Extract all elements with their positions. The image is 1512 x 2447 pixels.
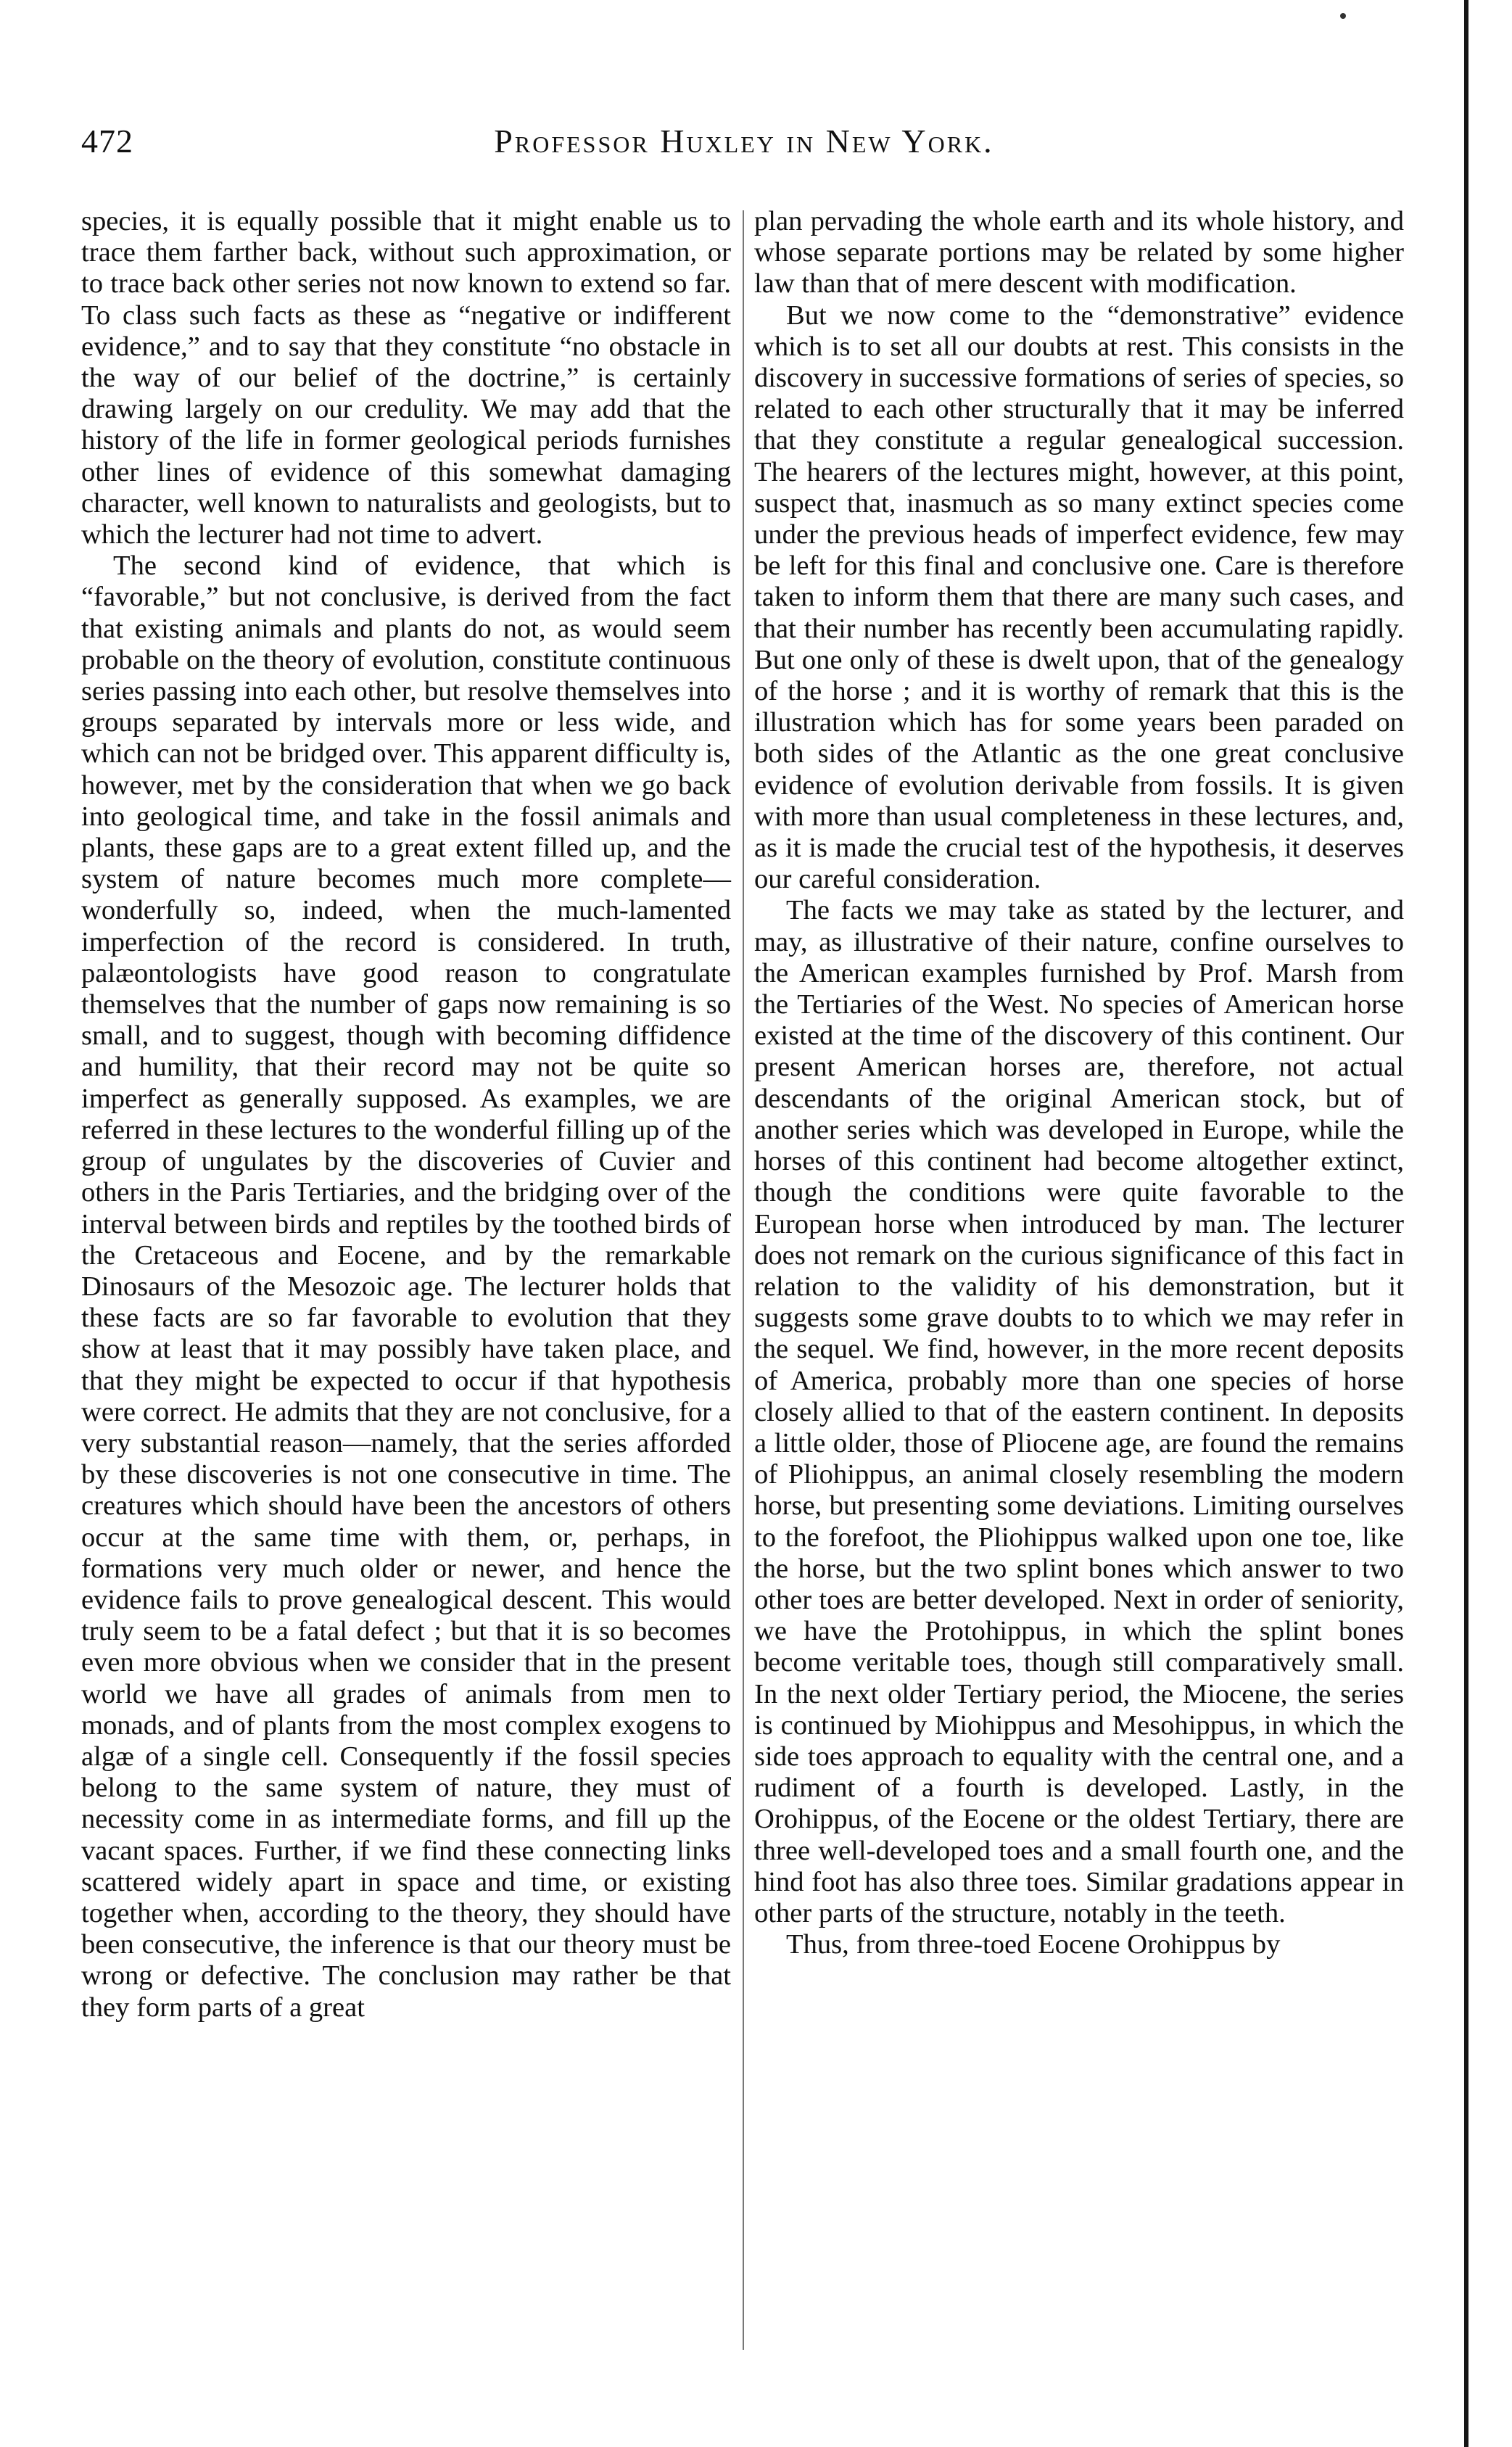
- right-paragraph-3: The facts we may take as stated by the lecturer, and may, as illustrative of their nature, confine ourselves to the American examples furnished by Prof. Marsh from the Tertiaries of the West. No species of American horse existed at the time of the discovery of this continent. Our present American horses are, therefore, not actual descendants of the original American stock, but of another series which was developed in Europe, while the horses of this continent had become altogether extinct, though the conditions were quite favorable to the European horse when introduced by man. The lecturer does not remark on the curious significance of this fact in relation to the validity of his demonstration, but it suggests some grave doubts to to which we may refer in the sequel. We find, however, in the more recent deposits of America, probably more than one species of horse closely allied to that of the eastern continent. In deposits a little older, those of Pliocene age, are found the remains of Pliohippus, an animal closely resembling the modern horse, but presenting some deviations. Limiting ourselves to the forefoot, the Pliohippus walked upon one toe, like the horse, but the two splint bones which answer to two other toes are better developed. Next in order of seniority, we have the Protohippus, in which the splint bones become veritable toes, though still comparatively small. In the next older Tertiary period, the Miocene, the series is continued by Miohippus and Mesohippus, in which the side toes approach to equality with the central one, and a rudiment of a fourth is developed. Lastly, in the Orohippus, of the Eocene or the oldest Tertiary, there are three well-developed toes and a small fourth one, and the hind foot has also three toes. Similar gradations appear in other parts of the structure, notably in the teeth.: [754, 895, 1404, 1928]
- right-paragraph-2: But we now come to the “demonstrative” evidence which is to set all our doubts at rest. This consists in the discovery in successive formations of series of species, so related to each other structurally that it may be inferred that they constitute a regular genealogical succession. The hearers of the lectures might, however, at this point, suspect that, inasmuch as so many extinct species come under the previous heads of imperfect evidence, few may be left for this final and conclusive one. Care is therefore taken to inform them that there are many such cases, and that their number has recently been accumulating rapidly. But one only of these is dwelt upon, that of the genealogy of the horse ; and it is worthy of remark that this is the illustration which has for some years been paraded on both sides of the Atlantic as the one great conclusive evidence of evolution derivable from fossils. It is given with more than usual completeness in these lectures, and, as it is made the crucial test of the hypothesis, it deserves our careful consideration.: [754, 300, 1404, 895]
- right-paragraph-4: Thus, from three-toed Eocene Orohippus by: [786, 1929, 1281, 1960]
- column-divider: [743, 210, 744, 2350]
- right-paragraph-1: plan pervading the whole earth and its whole history, and whose separate portions may be related by some higher law than that of mere descent with modification.: [754, 206, 1404, 300]
- left-paragraph-1: species, it is equally possible that it might enable us to trace them farther back, without such approximation, or to trace back other series not now known to extend so far. To class such facts as these as “negative or indifferent evidence,” and to say that they constitute “no obstacle in the way of our belief of the doctrine,” is certainly drawing largely on our credulity. We may add that the history of the life in former geological periods furnishes other lines of evidence of this somewhat damaging character, well known to naturalists and geologists, but to which the lecturer had not time to advert.: [81, 206, 731, 550]
- left-paragraph-2: The second kind of evidence, that which is “favorable,” but not conclusive, is derived from the fact that existing animals and plants do not, as would seem probable on the theory of evolution, constitute continuous series passing into each other, but resolve themselves into groups separated by intervals more or less wide, and which can not be bridged over. This apparent difficulty is, however, met by the consideration that when we go back into geological time, and take in the fossil animals and plants, these gaps are to a great extent filled up, and the system of nature becomes much more complete—wonderfully so, indeed, when the much-lamented imperfection of the record is considered. In truth, palæontologists have good reason to congratulate themselves that the number of gaps now remaining is so small, and to suggest, though with becoming diffidence and humility, that their record may not be quite so imperfect as generally supposed. As examples, we are referred in these lectures to the wonderful filling up of the group of ungulates by the discoveries of Cuvier and others in the Paris Tertiaries, and the bridging over of the interval between birds and reptiles by the toothed birds of the Cretaceous and Eocene, and by the remarkable Dinosaurs of the Mesozoic age. The lecturer holds that these facts are so far favorable to evolution that they show at least that it may possibly have taken place, and that they might be expected to occur if that hypothesis were correct. He admits that they are not conclusive, for a very substantial reason—namely, that the series afforded by these discoveries is not one consecutive in time. The creatures which should have been the ancestors of others occur at the same time with them, or, perhaps, in formations very much older or newer, and hence the evidence fails to prove genealogical descent. This would truly seem to be a fatal defect ; but that it is so becomes even more obvious when we consider that in the present world we have all grades of animals from men to monads, and of plants from the most complex exogens to algæ of a single cell. Consequently if the fossil species belong to the same system of nature, they must of necessity come in as intermediate forms, and fill up the vacant spaces. Further, if we find these connecting links scattered widely apart in space and time, or existing together when, according to the theory, they should have been consecutive, the inference is that our theory must be wrong or defective. The conclusion may rather be that they form parts of a great: [81, 550, 731, 2023]
- left-column: [81, 206, 731, 2403]
- page-number: 472: [81, 123, 133, 160]
- page-header: [81, 122, 1407, 173]
- running-title: Professor Huxley in New York.: [494, 123, 994, 160]
- right-column: [754, 206, 1404, 2403]
- scan-speck: [1340, 13, 1346, 19]
- scan-edge-shadow: [1464, 0, 1468, 2447]
